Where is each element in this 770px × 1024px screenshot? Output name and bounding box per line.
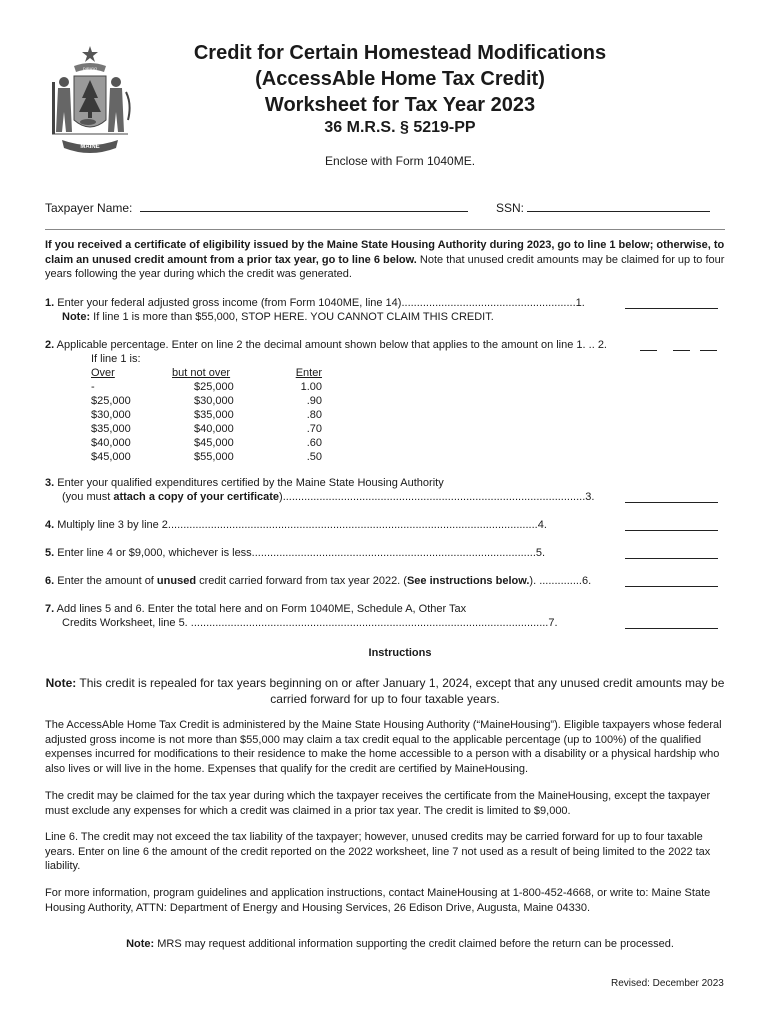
table-cell: $55,000 bbox=[194, 451, 234, 463]
table-header-not-over: but not over bbox=[172, 367, 231, 379]
ssn-field[interactable] bbox=[527, 211, 710, 212]
line-3-amount-field[interactable] bbox=[625, 501, 718, 503]
final-note-text: MRS may request additional information supporting the credit claimed before the return can be processed. bbox=[154, 938, 674, 950]
taxpayer-name-label: Taxpayer Name: bbox=[45, 201, 133, 215]
revised-date: Revised: December 2023 bbox=[611, 978, 724, 989]
final-note bbox=[0, 937, 770, 951]
line-3-text-2b: attach a copy of your certificate bbox=[113, 491, 280, 503]
final-note-label: Note: bbox=[126, 938, 155, 950]
line-1-number: 1. bbox=[45, 297, 55, 309]
line-5-text: Enter line 4 or $9,000, whichever is less.............................................................................................5. bbox=[57, 547, 546, 559]
line-3-text-1: Enter your qualified expenditures certified by the Maine State Housing Authority bbox=[57, 477, 444, 489]
table-cell: $45,000 bbox=[91, 451, 131, 463]
line-6-amount-field[interactable] bbox=[625, 585, 718, 587]
line-2-digit-1-field[interactable] bbox=[640, 349, 657, 351]
line-7-text-1: Add lines 5 and 6. Enter the total here and on Form 1040ME, Schedule A, Other Tax bbox=[56, 603, 467, 615]
line-5 bbox=[45, 546, 545, 560]
line-1-amount-field[interactable] bbox=[625, 307, 718, 309]
repeal-note-label: Note: bbox=[45, 676, 77, 690]
table-header-enter: Enter bbox=[295, 367, 322, 379]
instructions-paragraph-3: Line 6. The credit may not exceed the tax liability of the taxpayer; however, unused credits may be carried forward for up to four taxable years. Enter on line 6 the amount of the credit reported on the 2022 worksheet, line 7 not used as a result of being limited to the 2022 tax liability. bbox=[45, 831, 711, 872]
table-cell: $45,000 bbox=[194, 437, 234, 449]
line-1-note-label: Note: bbox=[62, 311, 91, 323]
intro-bold: If you received a certificate of eligibility issued by the Maine State Housing Authority during 2023, go to line 1 below; otherwise, to claim an unused credit amount from a prior tax year, go to line 6 below. bbox=[45, 239, 725, 266]
line-3-continued bbox=[62, 490, 594, 504]
instructions-paragraph-1: The AccessAble Home Tax Credit is administered by the Maine State Housing Authority (“MaineHousing”). Eligible taxpayers whose federal adjusted gross income is not more than $55,000 may claim a tax credit equal to the applicable percentage (up to 100%) of the qualified expenses incurred for modifications to their residence to make the home accessible to a person with a disability or a physical hardship who also lives or will live in the home. Expenses that qualify for the credit are certified by MaineHousing. bbox=[45, 719, 722, 775]
enclose-note: Enclose with Form 1040ME. bbox=[324, 154, 476, 168]
line-2-digit-2-field[interactable] bbox=[673, 349, 690, 351]
seal-banner-bottom: MAINE bbox=[80, 144, 100, 150]
line-4-amount-field[interactable] bbox=[625, 529, 718, 531]
repeal-note bbox=[45, 675, 725, 707]
line-2 bbox=[45, 338, 607, 352]
line-2-text: Applicable percentage. Enter on line 2 the decimal amount shown below that applies to the amount on line 1. .. 2. bbox=[56, 339, 607, 351]
table-cell: .60 bbox=[306, 437, 322, 449]
table-cell: $40,000 bbox=[194, 423, 234, 435]
table-cell: - bbox=[91, 381, 95, 393]
table-cell: $35,000 bbox=[91, 423, 131, 435]
line-4 bbox=[45, 518, 547, 532]
instructions-paragraph-4: For more information, program guidelines and application instructions, contact MaineHousing at 1-800-452-4668, or write to: Maine State Housing Authority, ATTN: Department of Energy and Housing Services, 26 Edison Drive, Augusta, Maine 04330. bbox=[45, 887, 711, 914]
table-cell: $25,000 bbox=[194, 381, 234, 393]
ssn-label: SSN: bbox=[496, 201, 525, 215]
line-1 bbox=[45, 296, 585, 310]
line-1-note bbox=[62, 310, 494, 324]
table-cell: .90 bbox=[306, 395, 322, 407]
repeal-note-text: This credit is repealed for tax years beginning on or after January 1, 2024, except that any unused credit amounts may be carried forward for up to four taxable years. bbox=[76, 676, 725, 706]
statute-reference: 36 M.R.S. § 5219-PP bbox=[324, 119, 476, 136]
line-2-number: 2. bbox=[45, 339, 55, 351]
table-header-over: Over bbox=[91, 367, 115, 379]
line-6-text-a: Enter the amount of bbox=[57, 575, 157, 587]
line-6-number: 6. bbox=[45, 575, 55, 587]
table-column-not-over bbox=[172, 366, 252, 464]
form-title-line-2: (AccessAble Home Tax Credit) bbox=[255, 68, 545, 90]
intro-paragraph bbox=[45, 238, 725, 282]
line-4-text: Multiply line 3 by line 2.........................................................................................................................4. bbox=[57, 519, 547, 531]
ssn-row bbox=[496, 201, 710, 215]
line-4-number: 4. bbox=[45, 519, 55, 531]
line-7-continued: Credits Worksheet, line 5. .....................................................................................................................7. bbox=[62, 617, 558, 629]
divider bbox=[45, 229, 725, 230]
form-title-line-1: Credit for Certain Homestead Modifications bbox=[193, 42, 607, 64]
table-cell: $30,000 bbox=[194, 395, 234, 407]
line-6-text-c: credit carried forward from tax year 2022. ( bbox=[196, 575, 407, 587]
taxpayer-name-row bbox=[45, 201, 468, 215]
table-cell: $30,000 bbox=[91, 409, 131, 421]
table-cell: 1.00 bbox=[300, 381, 322, 393]
table-cell: .50 bbox=[306, 451, 322, 463]
table-cell: $25,000 bbox=[91, 395, 131, 407]
line-2-if-label: If line 1 is: bbox=[91, 353, 141, 365]
line-5-number: 5. bbox=[45, 547, 55, 559]
instructions-heading: Instructions bbox=[368, 647, 432, 659]
line-3-text-2a: (you must bbox=[62, 491, 114, 503]
table-cell: $40,000 bbox=[91, 437, 131, 449]
table-column-enter bbox=[292, 366, 322, 464]
line-6-text-d: See instructions below. bbox=[406, 575, 530, 587]
table-cell: .80 bbox=[306, 409, 322, 421]
line-1-note-text: If line 1 is more than $55,000, STOP HERE. YOU CANNOT CLAIM THIS CREDIT. bbox=[90, 311, 494, 323]
line-6 bbox=[45, 574, 591, 588]
line-3-number: 3. bbox=[45, 477, 55, 489]
line-5-amount-field[interactable] bbox=[625, 557, 718, 559]
intro-normal: Note that unused credit amounts may be claimed for up to four years following the year during which the credit was generated. bbox=[45, 253, 725, 280]
line-6-text-b: unused bbox=[156, 575, 197, 587]
line-2-digit-3-field[interactable] bbox=[700, 349, 717, 351]
seal-banner-top: DIRIGO bbox=[82, 66, 98, 71]
line-6-text-e: ). ..............6. bbox=[529, 575, 592, 587]
table-cell: .70 bbox=[306, 423, 322, 435]
instructions-paragraph-2: The credit may be claimed for the tax year during which the taxpayer receives the certificate from the MaineHousing, except the taxpayer must exclude any expenses for which a credit was claimed in a prior tax year. The credit is limited to $9,000. bbox=[45, 790, 711, 817]
line-3 bbox=[45, 476, 444, 490]
line-7-number: 7. bbox=[45, 603, 55, 615]
line-3-text-2c: )...................................................................................................3. bbox=[279, 491, 595, 503]
form-title-line-3: Worksheet for Tax Year 2023 bbox=[264, 94, 536, 116]
line-7 bbox=[45, 602, 466, 616]
line-7-amount-field[interactable] bbox=[625, 627, 718, 629]
taxpayer-name-field[interactable] bbox=[140, 211, 468, 212]
table-cell: $35,000 bbox=[194, 409, 234, 421]
table-column-over bbox=[91, 366, 151, 464]
line-1-text: Enter your federal adjusted gross income (from Form 1040ME, line 14).........................................................1. bbox=[57, 297, 585, 309]
